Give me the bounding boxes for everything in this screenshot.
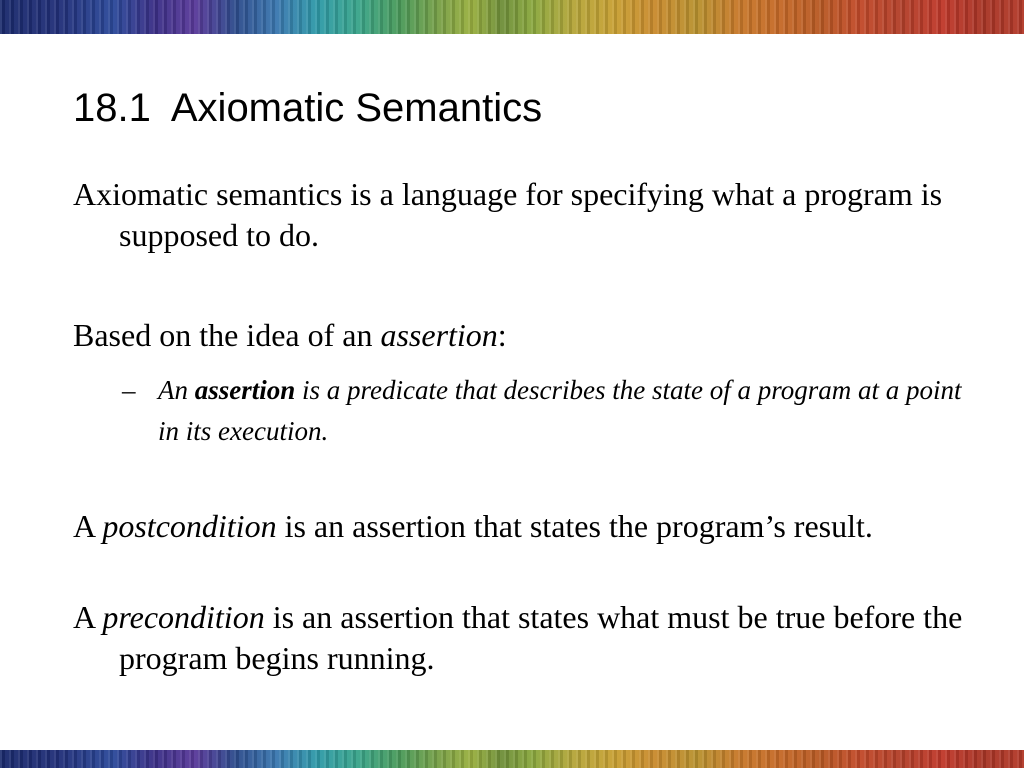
slide-title: 18.1 Axiomatic Semantics	[73, 86, 543, 130]
sub-text-after: is a predicate that describes the state of a program at a point in its execution.	[158, 375, 962, 446]
emphasis-postcondition: postcondition	[102, 508, 277, 544]
paragraph-text-after: is an assertion that states what must be true before the program begins running.	[119, 599, 963, 676]
sub-bullet-assertion-definition	[122, 370, 978, 452]
bottom-decorative-stripe	[0, 750, 1024, 768]
paragraph-text: Axiomatic semantics is a language for specifying what a program is supposed to do.	[73, 176, 943, 253]
dash-bullet: –	[122, 375, 136, 405]
paragraph-postcondition	[73, 506, 1024, 547]
paragraph-text-after: is an assertion that states the program’s result.	[276, 508, 873, 544]
paragraph-text-before: A	[73, 599, 103, 635]
paragraph-assertion-idea	[73, 315, 1024, 356]
emphasis-precondition: precondition	[102, 599, 265, 635]
top-decorative-stripe	[0, 0, 1024, 34]
paragraph-axiomatic-semantics	[73, 174, 1024, 256]
strong-assertion: assertion	[194, 375, 296, 405]
paragraph-text-before: Based on the idea of an	[73, 317, 381, 353]
sub-text-before: An	[158, 375, 195, 405]
emphasis-assertion: assertion	[380, 317, 498, 353]
paragraph-text-before: A	[73, 508, 103, 544]
paragraph-text-after: :	[497, 317, 507, 353]
paragraph-precondition	[73, 597, 1024, 679]
